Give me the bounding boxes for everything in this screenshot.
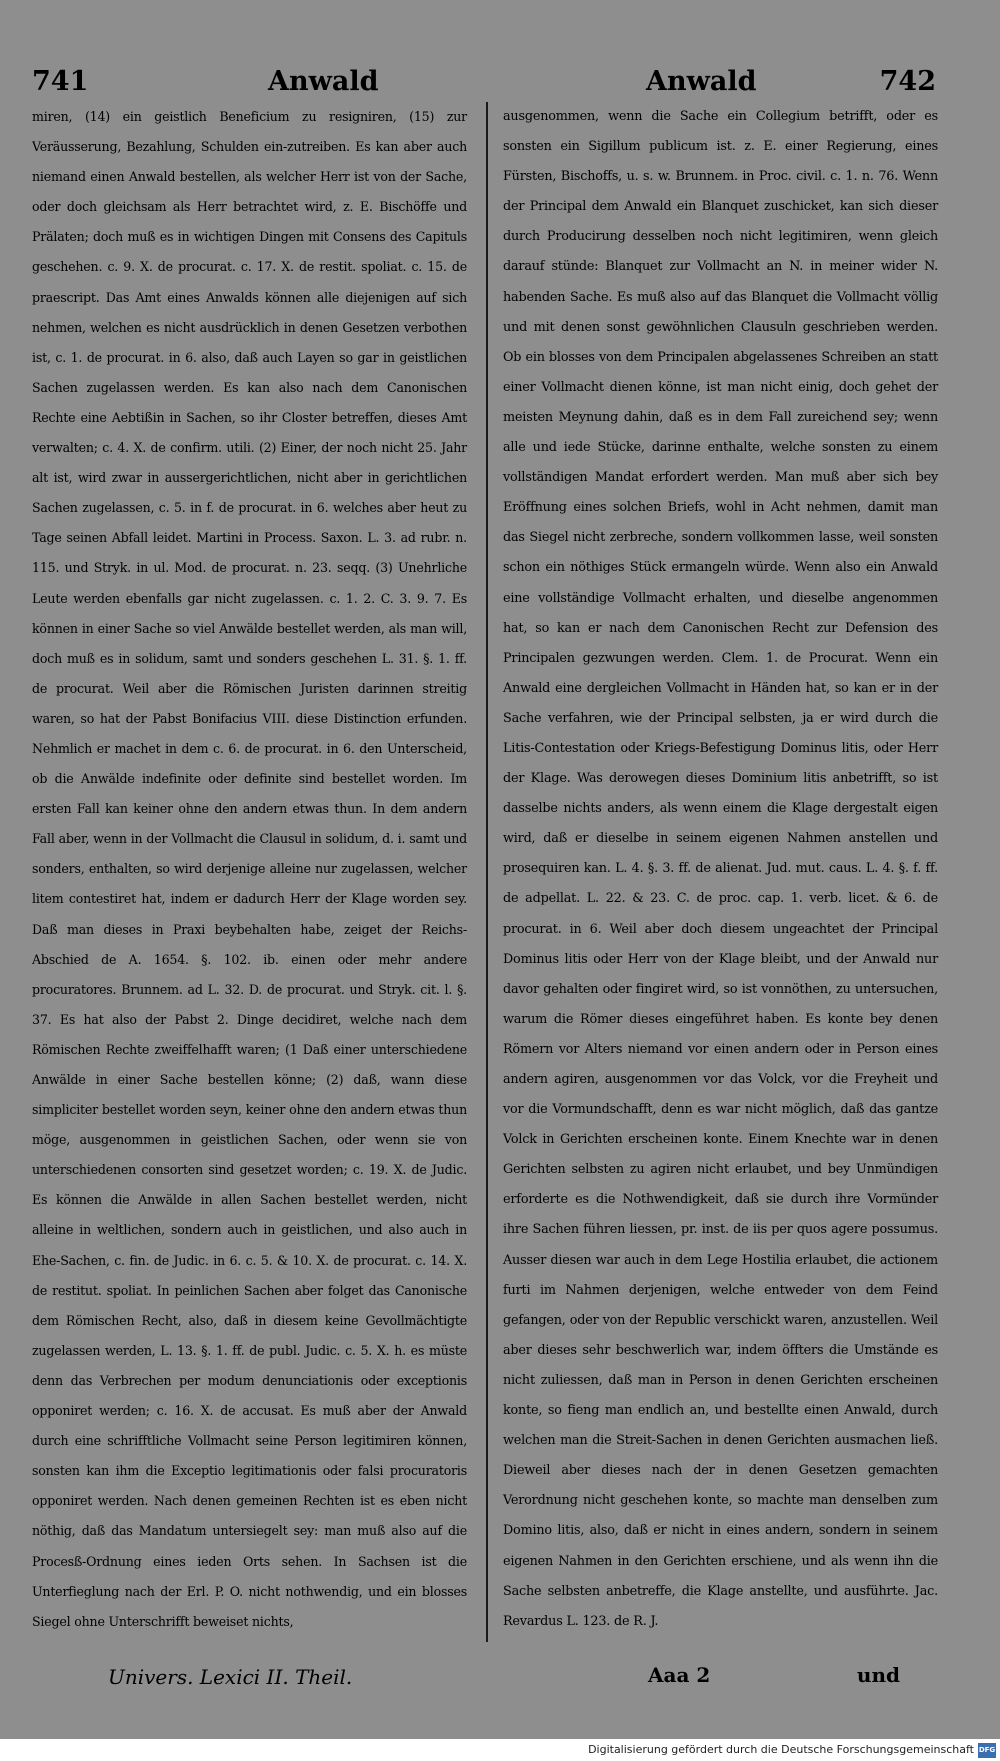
running-head-right: Anwald <box>646 66 757 97</box>
column-divider <box>486 102 488 1642</box>
digitization-credit-bar <box>0 1739 1000 1761</box>
footer-catchword: und <box>856 1663 900 1687</box>
text-column-left <box>32 102 467 1637</box>
book-page <box>28 60 938 1690</box>
footer-volume-title: Univers. Lexici II. Theil. <box>108 1665 353 1689</box>
dfg-logo-icon: DFG <box>978 1743 996 1758</box>
credit-text: Digitalisierung gefördert durch die Deutsche Forschungsgemeinschaft <box>588 1743 974 1756</box>
page-header <box>28 60 938 102</box>
running-head-left: Anwald <box>268 66 379 97</box>
column-text-left: miren, (14) ein geistlich Beneficium zu resigniren, (15) zur Veräusserung, Bezahlung, Schulden ein-zutreiben. Es kan aber auch niemand einen Anwald bestellen, als welcher Herr ist von der Sache, oder doch gleichsam als Herr betrachtet wird, z. E. Bischöffe und Prälaten; doch muß es in wichtigen Dingen mit Consens des Capituls geschehen. c. 9. X. de procurat. c. 17. X. de restit. spoliat. c. 15. de praescript. Das Amt eines Anwalds können alle diejenigen auf sich nehmen, welchen es nicht ausdrücklich in denen Gesetzen verbothen ist, c. 1. de procurat. in 6. also, daß auch Layen so gar in geistlichen Sachen zugelassen werden. Es kan also nach dem Canonischen Rechte eine Aebtißin in Sachen, so ihr Closter betreffen, dieses Amt verwalten; c. 4. X. de confirm. utili. (2) Einer, der noch nicht 25. Jahr alt ist, wird zwar in aussergerichtlichen, nicht aber in gerichtlichen Sachen zugelassen, c. 5. in f. de procurat. in 6. welches aber heut zu Tage seinen Abfall leidet. Martini in Process. Saxon. L. 3. ad rubr. n. 115. und Stryk. in ul. Mod. de procurat. n. 23. seqq. (3) Unehrliche Leute werden ebenfalls gar nicht zugelassen. c. 1. 2. C. 3. 9. 7. Es können in einer Sache so viel Anwälde bestellet werden, als man will, doch muß es in solidum, samt und sonders geschehen L. 31. §. 1. ff. de procurat. Weil aber die Römischen Juristen darinnen streitig waren, so hat der Pabst Bonifacius VIII. diese Distinction erfunden. Nehmlich er machet in dem c. 6. de procurat. in 6. den Unterscheid, ob die Anwälde indefinite oder definite sind bestellet worden. Im ersten Fall kan keiner ohne den andern etwas thun. In dem andern Fall aber, wenn in der Vollmacht die Clausul in solidum, d. i. samt und sonders, enthalten, so wird derjenige alleine nur zugelassen, welcher litem contestiret hat, indem er dadurch Herr der Klage worden sey. Daß man dieses in Praxi beybehalten habe, zeiget der Reichs-Abschied de A. 1654. §. 102. ib. einen oder mehr andere procuratores. Brunnem. ad L. 32. D. de procurat. und Stryk. cit. l. §. 37. Es hat also der Pabst 2. Dinge decidiret, welche nach dem Römischen Rechte zweiffelhafft waren; (1 Daß einer unterschiedene Anwälde in einer Sache bestellen könne; (2) daß, wann diese simpliciter bestellet worden seyn, keiner ohne den andern etwas thun möge, ausgenommen in geistlichen Sachen, oder wenn sie von unterschiedenen consorten sind gesetzet worden; c. 19. X. de Judic. Es können die Anwälde in allen Sachen bestellet werden, nicht alleine in weltlichen, sondern auch in geistlichen, und also auch in Ehe-Sachen, c. fin. de Judic. in 6. c. 5. & 10. X. de procurat. c. 14. X. de restitut. spoliat. In peinlichen Sachen aber folget das Canonische dem Römischen Recht, also, daß in diesem keine Gevollmächtigte zugelassen werden, L. 13. §. 1. ff. de publ. Judic. c. 5. X. h. es müste denn das Verbrechen per modum denunciationis oder exceptionis opponiret werden; c. 16. X. de accusat. Es muß aber der Anwald durch eine schrifftliche Vollmacht seine Person legitimiren können, sonsten kan ihm die Exceptio legitimationis oder falsi procuratoris opponiret werden. Nach denen gemeinen Rechten ist es eben nicht nöthig, daß das Mandatum untersiegelt sey: man muß also auf die Procesß-Ordnung eines ieden Orts sehen. In Sachsen ist die Unterfieglung nach der Erl. P. O. nicht nothwendig, und ein blosses Siegel ohne Unterschrifft beweiset nichts, <box>32 109 467 1629</box>
column-text-right: ausgenommen, wenn die Sache ein Collegium betrifft, oder es sonsten ein Sigillum publicum ist. z. E. einer Regierung, eines Fürsten, Bischoffs, u. s. w. Brunnem. in Proc. civil. c. 1. n. 76. Wenn der Principal dem Anwald ein Blanquet zuschicket, kan sich dieser durch Producirung desselben noch nicht legitimiren, wenn gleich darauf stünde: Blanquet zur Vollmacht an N. in meiner wider N. habenden Sache. Es muß also auf das Blanquet die Vollmacht völlig und mit denen sonst gewöhnlichen Clausuln geschrieben werden. Ob ein blosses von dem Principalen abgelassenes Schreiben an statt einer Vollmacht dienen könne, ist man nicht einig, doch gehet der meisten Meynung dahin, daß es in dem Fall zureichend sey; wenn alle und iede Stücke, darinne enthalte, welche sonsten zu einem vollständigen Mandat erfordert werden. Man muß aber sich bey Eröffnung eines solchen Briefs, wohl in Acht nehmen, damit man das Siegel nicht zerbreche, sondern vollkommen lasse, weil sonsten schon ein nöthiges Stück ermangeln würde. Wenn also ein Anwald eine vollständige Vollmacht erhalten, und dieselbe angenommen hat, so kan er nach dem Canonischen Recht zur Defension des Principalen gezwungen werden. Clem. 1. de Procurat. Wenn ein Anwald eine dergleichen Vollmacht in Händen hat, so kan er in der Sache verfahren, wie der Principal selbsten, ja er wird durch die Litis-Contestation oder Kriegs-Befestigung Dominus litis, oder Herr der Klage. Was derowegen dieses Dominium litis anbetrifft, so ist dasselbe nichts anders, als wenn einem die Klage dergestalt eigen wird, daß er dieselbe in seinem eigenen Nahmen anstellen und prosequiren kan. L. 4. §. 3. ff. de alienat. Jud. mut. caus. L. 4. §. f. ff. de adpellat. L. 22. & 23. C. de proc. cap. 1. verb. licet. & 6. de procurat. in 6. Weil aber doch diesem ungeachtet der Principal Dominus litis oder Herr von der Klage bleibt, und der Anwald nur davor gehalten oder fingiret wird, so ist vonnöthen, zu untersuchen, warum die Römer dieses eingeführet haben. Es konte bey denen Römern vor Alters niemand vor einen andern oder in Person eines andern agiren, ausgenommen vor das Volck, vor die Freyheit und vor die Vormundschafft, denn es war nicht möglich, daß das gantze Volck in Gerichten erscheinen konte. Einem Knechte war in denen Gerichten selbsten zu agiren nicht erlaubet, und bey Unmündigen erforderte es die Nothwendigkeit, daß sie durch ihre Vormünder ihre Sachen führen liessen, pr. inst. de iis per quos agere possumus. Ausser diesen war auch in dem Lege Hostilia erlaubet, die actionem furti im Nahmen derjenigen, welche entweder von dem Feind gefangen, oder von der Republic verschickt waren, anzustellen. Weil aber dieses sehr beschwerlich war, indem öffters die Umstände es nicht zuliessen, daß man in Person in denen Gerichten erscheinen konte, so fieng man endlich an, und bestellte einen Anwald, durch welchen man die Streit-Sachen in denen Gerichten ausmachen ließ. Dieweil aber dieses nach der in denen Gesetzen gemachten Verordnung nicht geschehen konte, so machte man denselben zum Domino litis, also, daß er nicht in eines andern, sondern in seinem eigenen Nahmen in den Gerichten erschiene, und als wenn ihn die Sache selbsten anbetreffe, die Klage anstellte, und ausführte. Jac. Revardus L. 123. de R. J. <box>503 109 938 1629</box>
text-column-right <box>503 102 938 1637</box>
page-number-left: 741 <box>32 66 89 97</box>
footer-signature-mark: Aaa 2 <box>648 1663 711 1687</box>
page-number-right: 742 <box>879 66 936 97</box>
